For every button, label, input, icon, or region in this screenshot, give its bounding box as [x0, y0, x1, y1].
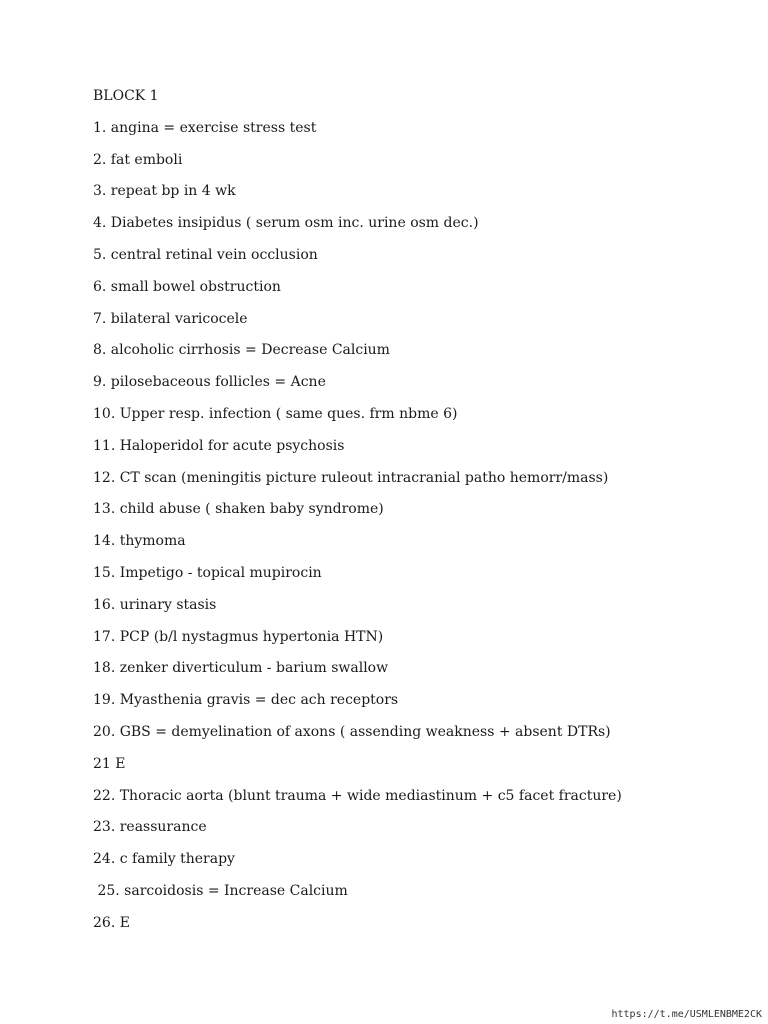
list-item: 20. GBS = demyelination of axons ( assending weakness + absent DTRs)	[93, 723, 611, 740]
list-item: 23. reassurance	[93, 819, 207, 836]
list-item: 21 E	[93, 755, 126, 772]
list-item: 6. small bowel obstruction	[93, 278, 281, 295]
source-watermark: https://t.me/USMLENBME2CK	[611, 1009, 762, 1020]
list-item: 22. Thoracic aorta (blunt trauma + wide mediastinum + c5 facet fracture)	[93, 787, 622, 804]
list-item: 15. Impetigo - topical mupirocin	[93, 564, 322, 581]
list-item: 5. central retinal vein occlusion	[93, 246, 318, 263]
list-item: 26. E	[93, 914, 130, 931]
list-item: 19. Myasthenia gravis = dec ach receptors	[93, 692, 399, 709]
list-item: 2. fat emboli	[93, 151, 183, 168]
list-item: 3. repeat bp in 4 wk	[93, 183, 236, 200]
list-item: 9. pilosebaceous follicles = Acne	[93, 374, 326, 391]
list-item: 12. CT scan (meningitis picture ruleout intracranial patho hemorr/mass)	[93, 469, 609, 486]
list-item: 16. urinary stasis	[93, 596, 217, 613]
list-item: 8. alcoholic cirrhosis = Decrease Calcium	[93, 342, 390, 359]
list-item: 24. c family therapy	[93, 851, 235, 868]
list-item: 14. thymoma	[93, 533, 186, 550]
list-item: 4. Diabetes insipidus ( serum osm inc. urine osm dec.)	[93, 215, 479, 232]
list-item: 1. angina = exercise stress test	[93, 119, 317, 136]
list-item: 18. zenker diverticulum - barium swallow	[93, 660, 389, 677]
answer-list	[93, 86, 733, 945]
list-item: 25. sarcoidosis = Increase Calcium	[93, 882, 348, 899]
list-item: 13. child abuse ( shaken baby syndrome)	[93, 501, 384, 518]
list-item: 17. PCP (b/l nystagmus hypertonia HTN)	[93, 628, 384, 645]
list-item: 10. Upper resp. infection ( same ques. frm nbme 6)	[93, 405, 458, 422]
list-item: 7. bilateral varicocele	[93, 310, 248, 327]
list-item: 11. Haloperidol for acute psychosis	[93, 437, 345, 454]
block-title: BLOCK 1	[93, 88, 159, 104]
